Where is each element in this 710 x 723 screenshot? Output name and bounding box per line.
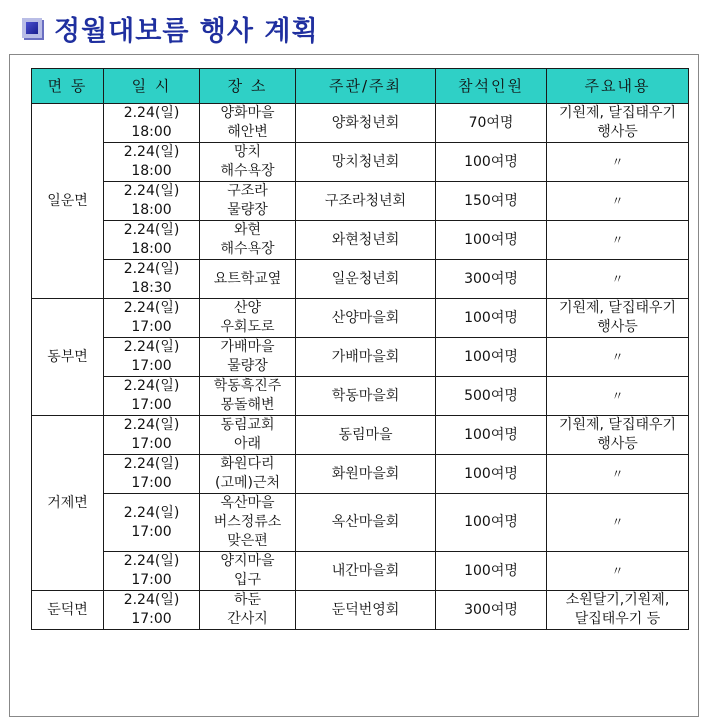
host-cell-line: 망치청년회 xyxy=(331,153,400,170)
attendance-cell-line: 100여명 xyxy=(464,514,518,530)
host-cell-line: 학동마을회 xyxy=(331,387,400,404)
table-row xyxy=(32,104,689,143)
content-cell xyxy=(547,338,689,377)
place-cell-line: 해수욕장 xyxy=(220,163,275,179)
attendance-cell xyxy=(436,299,547,338)
datetime-cell-line: 2.24(일) xyxy=(123,105,180,121)
datetime-cell xyxy=(104,260,200,299)
datetime-cell-line: 17:00 xyxy=(131,358,172,374)
datetime-cell-line: 17:00 xyxy=(131,611,172,627)
content-cell-line: 〃 xyxy=(611,193,624,208)
host-cell xyxy=(296,591,436,630)
district-cell: 동부면 xyxy=(32,299,104,416)
datetime-cell-line: 2.24(일) xyxy=(123,222,180,238)
host-cell-line: 가배마을회 xyxy=(331,348,400,365)
table-row xyxy=(32,221,689,260)
attendance-cell-line: 100여명 xyxy=(464,426,518,443)
attendance-cell-line: 100여명 xyxy=(464,231,518,248)
content-cell-line: 행사등 xyxy=(597,436,638,452)
content-cell xyxy=(547,552,689,591)
content-cell-line: 행사등 xyxy=(597,124,638,140)
host-cell xyxy=(296,182,436,221)
col-header-attendance: 참석인원 xyxy=(436,69,547,104)
host-cell-line: 양화청년회 xyxy=(331,114,400,131)
attendance-cell xyxy=(436,455,547,494)
place-cell-line: 물량장 xyxy=(227,358,268,374)
place-cell-line: 몽돌해변 xyxy=(220,397,275,413)
datetime-cell-line: 17:00 xyxy=(131,436,172,452)
place-cell-line: 우회도로 xyxy=(220,319,275,335)
content-cell xyxy=(547,143,689,182)
place-cell-line: 물량장 xyxy=(227,202,268,218)
attendance-cell-line: 300여명 xyxy=(464,270,518,287)
table-row xyxy=(32,591,689,630)
attendance-cell xyxy=(436,221,547,260)
attendance-cell xyxy=(436,377,547,416)
col-header-datetime: 일 시 xyxy=(104,69,200,104)
place-cell xyxy=(200,260,296,299)
place-cell-line: (고메)근처 xyxy=(214,475,281,491)
host-cell xyxy=(296,338,436,377)
attendance-cell-line: 300여명 xyxy=(464,601,518,618)
attendance-cell xyxy=(436,104,547,143)
host-cell-line: 화원마을회 xyxy=(331,465,400,482)
datetime-cell xyxy=(104,552,200,591)
place-cell-line: 산양 xyxy=(233,300,262,316)
attendance-cell-line: 100여명 xyxy=(464,348,518,365)
content-cell-line: 행사등 xyxy=(597,319,638,335)
datetime-cell xyxy=(104,104,200,143)
datetime-cell xyxy=(104,591,200,630)
content-cell-line: 〃 xyxy=(611,466,624,481)
attendance-cell xyxy=(436,591,547,630)
attendance-cell xyxy=(436,552,547,591)
place-cell-line: 버스정류소 xyxy=(213,514,282,530)
place-cell xyxy=(200,552,296,591)
host-cell xyxy=(296,104,436,143)
datetime-cell-line: 2.24(일) xyxy=(123,300,180,316)
datetime-cell-line: 2.24(일) xyxy=(123,504,180,521)
attendance-cell xyxy=(436,143,547,182)
attendance-cell xyxy=(436,416,547,455)
place-cell-line: 양화마을 xyxy=(220,105,275,121)
place-cell xyxy=(200,591,296,630)
datetime-cell-line: 17:00 xyxy=(131,475,172,491)
place-cell xyxy=(200,455,296,494)
datetime-cell-line: 2.24(일) xyxy=(123,261,180,277)
attendance-cell xyxy=(436,494,547,552)
table-body xyxy=(32,104,689,630)
place-cell-line: 해안변 xyxy=(227,124,268,140)
place-cell xyxy=(200,377,296,416)
place-cell xyxy=(200,494,296,552)
host-cell-line: 둔덕번영회 xyxy=(331,601,400,618)
place-cell-line: 해수욕장 xyxy=(220,241,275,257)
table-row xyxy=(32,494,689,552)
table-row xyxy=(32,260,689,299)
attendance-cell xyxy=(436,182,547,221)
place-cell-line: 간사지 xyxy=(227,611,268,627)
content-cell xyxy=(547,591,689,630)
col-header-place: 장 소 xyxy=(200,69,296,104)
content-cell xyxy=(547,104,689,143)
content-cell xyxy=(547,455,689,494)
place-cell xyxy=(200,221,296,260)
attendance-cell-line: 100여명 xyxy=(464,465,518,482)
attendance-cell xyxy=(436,338,547,377)
datetime-cell-line: 17:00 xyxy=(131,523,172,540)
datetime-cell xyxy=(104,416,200,455)
host-cell-line: 일운청년회 xyxy=(331,270,400,287)
place-cell xyxy=(200,416,296,455)
event-plan-table xyxy=(31,68,689,630)
host-cell xyxy=(296,299,436,338)
content-cell xyxy=(547,377,689,416)
place-cell xyxy=(200,182,296,221)
datetime-cell-line: 17:00 xyxy=(131,572,172,588)
place-cell-line: 화원다리 xyxy=(220,456,275,472)
host-cell xyxy=(296,455,436,494)
attendance-cell-line: 500여명 xyxy=(464,387,518,404)
host-cell-line: 구조라청년회 xyxy=(324,192,407,209)
content-cell xyxy=(547,299,689,338)
content-cell xyxy=(547,182,689,221)
table-row xyxy=(32,299,689,338)
datetime-cell xyxy=(104,221,200,260)
district-cell: 거제면 xyxy=(32,416,104,591)
place-cell xyxy=(200,104,296,143)
host-cell xyxy=(296,552,436,591)
datetime-cell-line: 18:00 xyxy=(131,202,172,218)
place-cell-line: 맞은편 xyxy=(227,533,268,549)
table-row xyxy=(32,552,689,591)
content-cell xyxy=(547,494,689,552)
datetime-cell xyxy=(104,494,200,552)
place-cell-line: 가배마을 xyxy=(220,339,275,355)
place-cell-line: 옥산마을 xyxy=(220,495,275,511)
host-cell xyxy=(296,143,436,182)
place-cell-line: 아래 xyxy=(233,436,262,452)
datetime-cell xyxy=(104,455,200,494)
content-cell xyxy=(547,260,689,299)
table-row xyxy=(32,143,689,182)
datetime-cell-line: 2.24(일) xyxy=(123,378,180,394)
col-header-host: 주관/주최 xyxy=(296,69,436,104)
host-cell-line: 와현청년회 xyxy=(331,231,400,248)
content-cell-line: 〃 xyxy=(611,563,624,578)
datetime-cell-line: 2.24(일) xyxy=(123,592,180,608)
attendance-cell-line: 100여명 xyxy=(464,309,518,326)
page-title: 정월대보름 행사 계획 xyxy=(54,15,319,47)
col-header-content: 주요내용 xyxy=(547,69,689,104)
datetime-cell-line: 2.24(일) xyxy=(123,339,180,355)
place-cell xyxy=(200,143,296,182)
attendance-cell-line: 100여명 xyxy=(464,153,518,170)
table-row xyxy=(32,182,689,221)
host-cell xyxy=(296,221,436,260)
place-cell-line: 동림교회 xyxy=(220,417,275,433)
attendance-cell-line: 100여명 xyxy=(464,562,518,579)
host-cell-line: 내간마을회 xyxy=(331,562,400,579)
datetime-cell-line: 17:00 xyxy=(131,319,172,335)
content-cell-line: 〃 xyxy=(611,515,624,529)
host-cell xyxy=(296,377,436,416)
datetime-cell xyxy=(104,377,200,416)
datetime-cell-line: 2.24(일) xyxy=(123,183,180,199)
datetime-cell xyxy=(104,338,200,377)
attendance-cell xyxy=(436,260,547,299)
datetime-cell-line: 2.24(일) xyxy=(123,456,180,472)
attendance-cell-line: 150여명 xyxy=(464,192,518,209)
page-header xyxy=(22,8,319,48)
content-cell-line: 〃 xyxy=(611,349,624,364)
table-row xyxy=(32,377,689,416)
datetime-cell-line: 2.24(일) xyxy=(123,417,180,433)
place-cell xyxy=(200,338,296,377)
content-cell-line: 〃 xyxy=(611,271,624,286)
col-header-district: 면 동 xyxy=(32,69,104,104)
datetime-cell-line: 2.24(일) xyxy=(123,144,180,160)
content-cell xyxy=(547,416,689,455)
table-row xyxy=(32,455,689,494)
place-cell-line: 구조라 xyxy=(227,183,268,199)
district-cell: 일운면 xyxy=(32,104,104,299)
place-cell-line: 양지마을 xyxy=(220,553,275,569)
content-cell-line: 기원제, 달집태우기 xyxy=(558,417,677,433)
attendance-cell-line: 70여명 xyxy=(468,114,514,131)
host-cell-line: 동림마을 xyxy=(338,426,393,443)
header-row xyxy=(32,69,689,104)
district-cell: 둔덕면 xyxy=(32,591,104,630)
content-cell-line: 기원제, 달집태우기 xyxy=(558,300,677,316)
content-cell-line: 소원달기,기원제, xyxy=(565,592,670,608)
content-cell-line: 달집태우기 등 xyxy=(574,611,661,627)
datetime-cell-line: 2.24(일) xyxy=(123,553,180,569)
host-cell xyxy=(296,416,436,455)
table-row xyxy=(32,416,689,455)
content-cell-line: 〃 xyxy=(611,232,624,247)
content-cell-line: 〃 xyxy=(611,388,624,403)
datetime-cell-line: 18:00 xyxy=(131,163,172,179)
datetime-cell xyxy=(104,299,200,338)
content-cell-line: 기원제, 달집태우기 xyxy=(558,105,677,121)
place-cell-line: 학동흑진주 xyxy=(213,378,282,394)
datetime-cell-line: 18:00 xyxy=(131,124,172,140)
place-cell-line: 요트학교옆 xyxy=(213,270,282,287)
place-cell-line: 와현 xyxy=(233,222,262,238)
datetime-cell-line: 18:00 xyxy=(131,241,172,257)
datetime-cell-line: 18:30 xyxy=(131,280,172,296)
datetime-cell xyxy=(104,143,200,182)
place-cell-line: 망치 xyxy=(233,144,262,160)
place-cell-line: 하둔 xyxy=(233,592,262,608)
datetime-cell xyxy=(104,182,200,221)
host-cell xyxy=(296,260,436,299)
host-cell-line: 산양마을회 xyxy=(331,309,400,326)
content-cell-line: 〃 xyxy=(611,154,624,169)
square-bullet-icon xyxy=(22,18,42,38)
datetime-cell-line: 17:00 xyxy=(131,397,172,413)
host-cell-line: 옥산마을회 xyxy=(331,514,400,530)
content-cell xyxy=(547,221,689,260)
table-row xyxy=(32,338,689,377)
host-cell xyxy=(296,494,436,552)
place-cell-line: 입구 xyxy=(233,572,262,588)
place-cell xyxy=(200,299,296,338)
